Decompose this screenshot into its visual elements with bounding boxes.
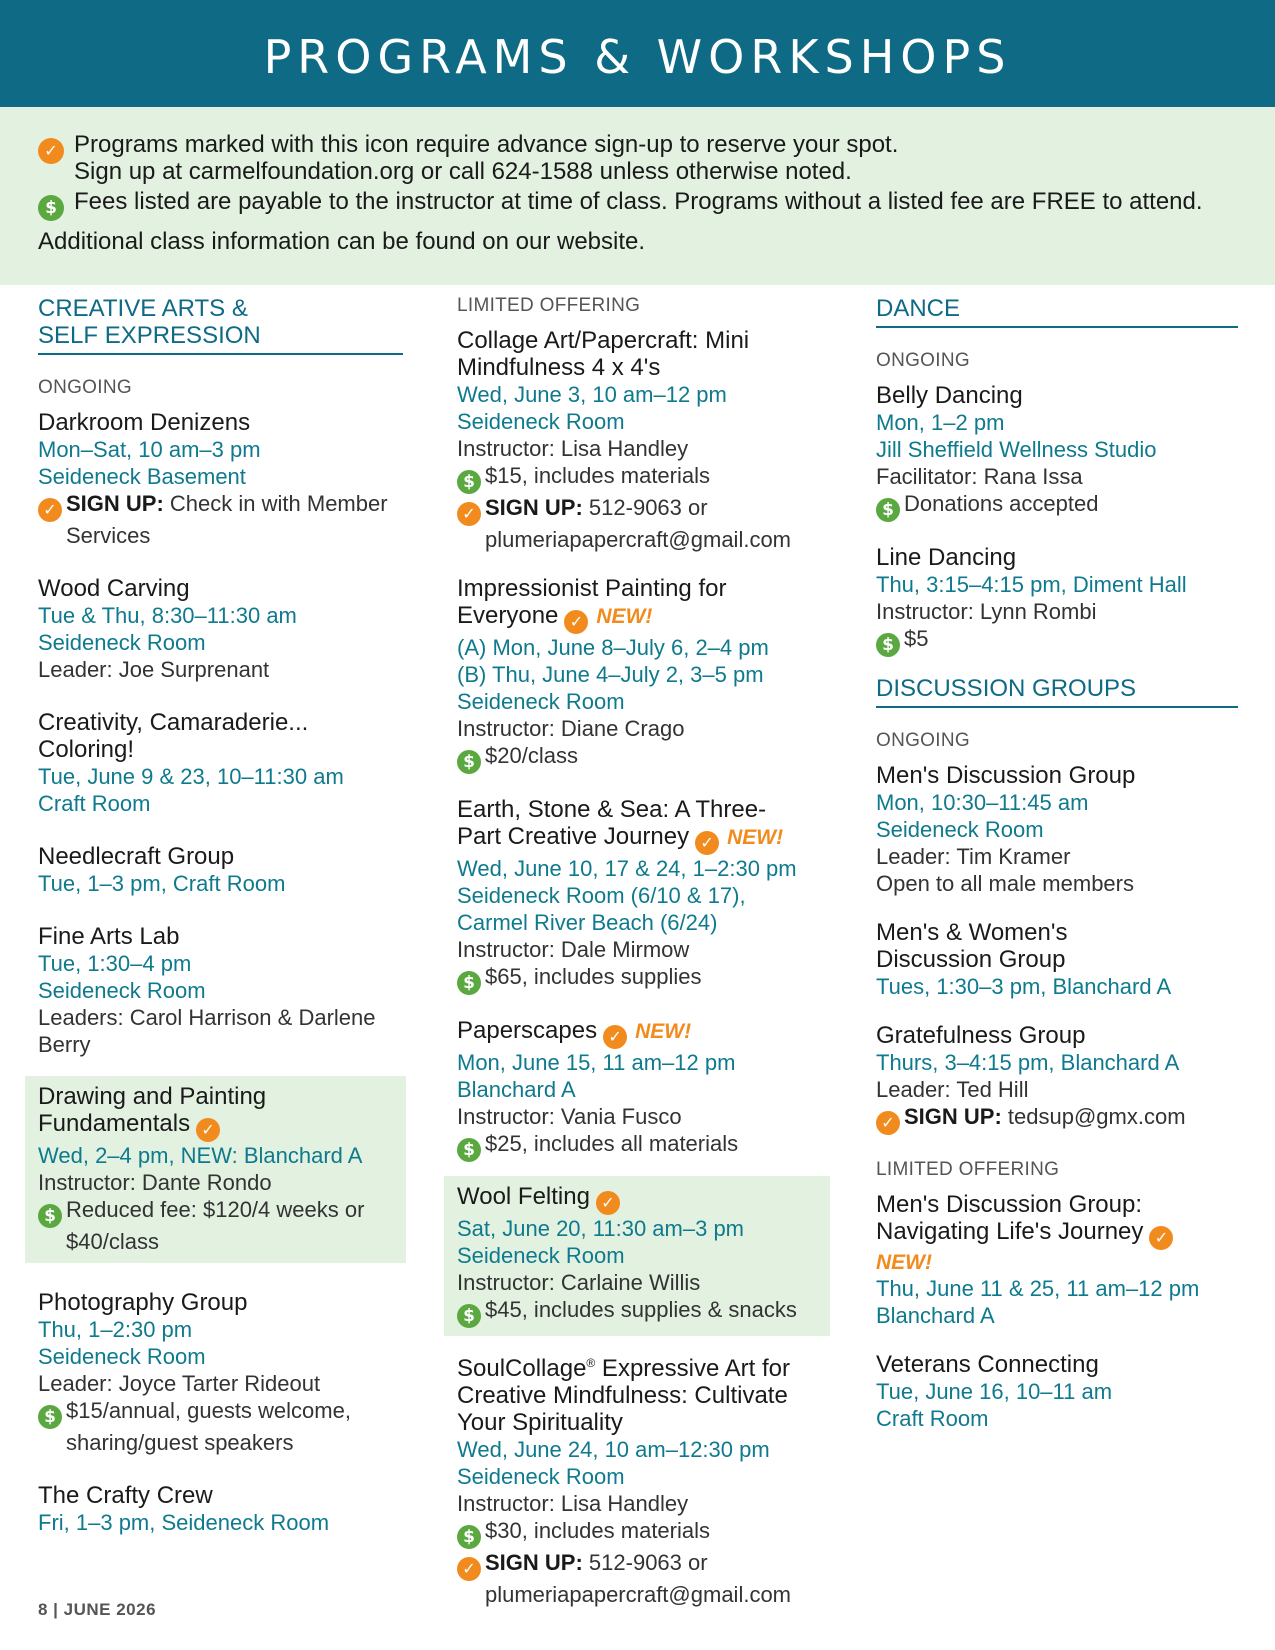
dollar-icon: $: [457, 1138, 481, 1162]
fee-info: $ $45, includes supplies & snacks: [457, 1296, 817, 1328]
subhead-ongoing: ONGOING: [876, 350, 970, 371]
program-line-dancing: Line Dancing Thu, 3:15–4:15 pm, Diment Hall Instructor: Lynn Rombi $ $5: [876, 544, 1238, 657]
new-badge: NEW!: [727, 826, 784, 849]
check-icon: ✓: [457, 502, 481, 526]
fee-info: $ Reduced fee: $120/4 weeks or $40/class: [38, 1196, 393, 1255]
program-drawing-painting: Drawing and Painting Fundamentals ✓ Wed, 2–4 pm, NEW: Blanchard A Instructor: Dante Rondo $ Reduced fee: $120/4 weeks or $40/class: [25, 1076, 406, 1263]
column-dance-discussion: [876, 295, 1238, 1458]
check-icon: ✓: [603, 1025, 627, 1049]
fee-info: $ Donations accepted: [876, 490, 1238, 522]
check-icon: ✓: [876, 1111, 900, 1135]
new-badge: NEW!: [635, 1020, 692, 1043]
subhead-ongoing: ONGOING: [876, 730, 970, 751]
new-badge: NEW!: [876, 1251, 932, 1274]
info-box: [0, 107, 1275, 285]
check-icon: ✓: [1149, 1226, 1173, 1250]
program-belly-dancing: Belly Dancing Mon, 1–2 pm Jill Sheffield Wellness Studio Facilitator: Rana Issa $ Donations accepted: [876, 382, 1238, 522]
dollar-icon: $: [457, 750, 481, 774]
fee-info: $ $25, includes all materials: [457, 1130, 827, 1162]
dollar-icon: $: [876, 633, 900, 657]
subhead-limited: LIMITED OFFERING: [457, 295, 641, 316]
program-photography: Photography Group Thu, 1–2:30 pm Seideneck Room Leader: Joyce Tarter Rideout $ $15/annual, guests welcome, sharing/guest speakers: [38, 1289, 403, 1456]
program-creativity: Creativity, Camaraderie... Coloring! Tue, June 9 & 23, 10–11:30 am Craft Room: [38, 709, 344, 816]
check-icon: ✓: [38, 138, 64, 164]
info-signup-note: ✓ Programs marked with this icon require advance sign-up to reserve your spot. Sign up at carmelfoundation.org or call 624-1588 unless otherwise noted.: [38, 131, 898, 185]
program-collage: Collage Art/Papercraft: Mini Mindfulness 4 x 4's Wed, June 3, 10 am–12 pm Seideneck Room Instructor: Lisa Handley $ $15, includes materials ✓ SIGN UP: 512-9063 or plumeriapapercraft@gmail.com: [457, 327, 827, 553]
signup-info: ✓ SIGN UP: 512-9063 or plumeriapapercraft@gmail.com: [457, 1549, 807, 1608]
program-fine-arts: Fine Arts Lab Tue, 1:30–4 pm Seideneck Room Leaders: Carol Harrison & Darlene Berry: [38, 923, 376, 1057]
section-title-discussion: DISCUSSION GROUPS: [876, 675, 1238, 708]
program-soulcollage: SoulCollage® Expressive Art for Creative Mindfulness: Cultivate Your Spirituality Wed, June 24, 10 am–12:30 pm Seideneck Room Instructor: Lisa Handley $ $30, includes materials ✓ SIGN UP: 512-9063 or plumeriapapercraft@gmail.com: [457, 1350, 827, 1608]
fee-info: $ $15, includes materials: [457, 462, 827, 494]
dollar-icon: $: [457, 1525, 481, 1549]
check-icon: ✓: [196, 1118, 220, 1142]
program-men-women-discussion: Men's & Women's Discussion Group Tues, 1:30–3 pm, Blanchard A: [876, 919, 1172, 999]
dollar-icon: $: [38, 195, 64, 221]
column-creative-arts: [38, 295, 403, 1562]
column-limited-offering: [457, 295, 827, 1634]
info-website-note: Additional class information can be found on our website.: [38, 228, 646, 255]
subhead-ongoing: ONGOING: [38, 377, 132, 398]
program-navigating-journey: Men's Discussion Group: Navigating Life's Journey ✓ NEW! Thu, June 11 & 25, 11 am–12 pm Blanchard A: [876, 1191, 1238, 1329]
program-needlecraft: Needlecraft Group Tue, 1–3 pm, Craft Room: [38, 843, 286, 896]
fee-info: $ $5: [876, 625, 1238, 657]
check-icon: ✓: [695, 831, 719, 855]
fee-info: $ $30, includes materials: [457, 1517, 827, 1549]
dollar-icon: $: [457, 470, 481, 494]
program-gratefulness: Gratefulness Group Thurs, 3–4:15 pm, Blanchard A Leader: Ted Hill ✓ SIGN UP: tedsup@gmx.com: [876, 1022, 1238, 1135]
program-earth-stone-sea: Earth, Stone & Sea: A Three-Part Creative Journey ✓ NEW! Wed, June 10, 17 & 24, 1–2:30 pm Seideneck Room (6/10 & 17), Carmel River Beach (6/24) Instructor: Dale Mirmow $ $65, includes supplies: [457, 796, 827, 995]
signup-info: ✓ SIGN UP: 512-9063 or plumeriapapercraft@gmail.com: [457, 494, 807, 553]
program-darkroom: Darkroom Denizens Mon–Sat, 10 am–3 pm Seideneck Basement ✓ SIGN UP: Check in with Member Services: [38, 409, 403, 549]
program-wood-carving: Wood Carving Tue & Thu, 8:30–11:30 am Seideneck Room Leader: Joe Surprenant: [38, 575, 297, 682]
subhead-limited: LIMITED OFFERING: [876, 1159, 1060, 1180]
check-icon: ✓: [457, 1557, 481, 1581]
program-paperscapes: Paperscapes ✓ NEW! Mon, June 15, 11 am–12 pm Blanchard A Instructor: Vania Fusco $ $25, includes all materials: [457, 1017, 827, 1162]
dollar-icon: $: [876, 498, 900, 522]
program-wool-felting: Wool Felting ✓ Sat, June 20, 11:30 am–3 pm Seideneck Room Instructor: Carlaine Willis $ $45, includes supplies & snacks: [444, 1176, 830, 1336]
check-icon: ✓: [38, 498, 62, 522]
fee-info: $ $20/class: [457, 742, 827, 774]
program-mens-discussion: Men's Discussion Group Mon, 10:30–11:45 am Seideneck Room Leader: Tim Kramer Open to all male members: [876, 762, 1136, 896]
program-impressionist: Impressionist Painting for Everyone ✓ NEW! (A) Mon, June 8–July 6, 2–4 pm (B) Thu, June 4–July 2, 3–5 pm Seideneck Room Instructor: Diane Crago $ $20/class: [457, 575, 827, 774]
program-veterans: Veterans Connecting Tue, June 16, 10–11 am Craft Room: [876, 1351, 1113, 1431]
dollar-icon: $: [457, 1304, 481, 1328]
new-badge: NEW!: [596, 605, 653, 628]
page-header: [0, 0, 1275, 107]
check-icon: ✓: [596, 1191, 620, 1215]
signup-info: ✓ SIGN UP: Check in with Member Services: [38, 490, 403, 549]
signup-info: ✓ SIGN UP: tedsup@gmx.com: [876, 1103, 1238, 1135]
fee-info: $ $65, includes supplies: [457, 963, 827, 995]
section-title-dance: DANCE: [876, 295, 1238, 328]
page-footer: 8 | JUNE 2026: [38, 1600, 157, 1619]
check-icon: ✓: [564, 610, 588, 634]
dollar-icon: $: [38, 1204, 62, 1228]
program-crafty-crew: The Crafty Crew Fri, 1–3 pm, Seideneck Room: [38, 1482, 330, 1535]
section-title-creative-arts: CREATIVE ARTS & SELF EXPRESSION: [38, 295, 403, 355]
fee-info: $ $15/annual, guests welcome, sharing/guest speakers: [38, 1397, 403, 1456]
info-fee-note: $ Fees listed are payable to the instructor at time of class. Programs without a listed fee are FREE to attend.: [38, 188, 1203, 221]
page-title: PROGRAMS & WORKSHOPS: [263, 30, 1012, 84]
dollar-icon: $: [457, 971, 481, 995]
dollar-icon: $: [38, 1405, 62, 1429]
